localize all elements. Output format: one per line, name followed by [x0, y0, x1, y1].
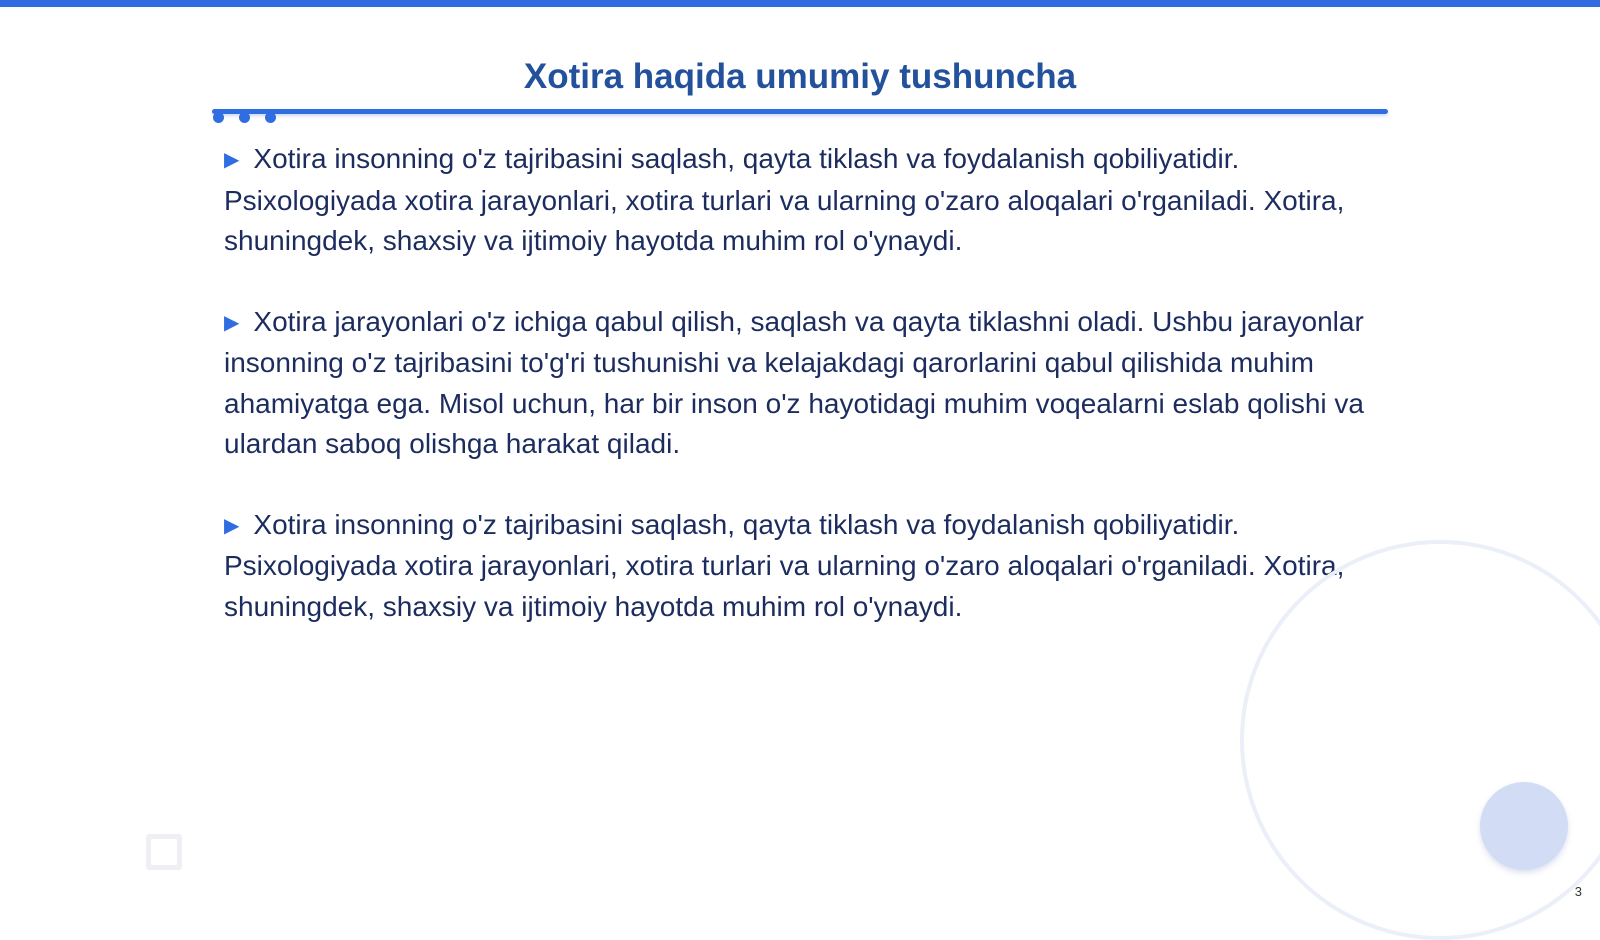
- bullet-paragraph-2: [224, 302, 1374, 465]
- triangle-right-icon: ▶: [224, 149, 240, 171]
- top-accent-bar: [0, 0, 1600, 7]
- triangle-right-icon: ▶: [224, 311, 240, 334]
- bullet-paragraph-3: [224, 505, 1374, 628]
- slide-body: [224, 139, 1374, 667]
- decorative-dot: [213, 112, 224, 123]
- bullet-paragraph-1: [224, 139, 1374, 262]
- paragraph-text: Xotira insonning o'z tajribasini saqlash, qayta tiklash va foydalanish qobiliyatidir. Psixologiyada xotira jarayonlari, xotira turlari va ularning o'zaro aloqalari o'rganiladi. Xotira, shuningdek, shaxsiy va ijtimoiy hayotda muhim rol o'ynaydi.: [224, 143, 1345, 256]
- decorative-dot: [239, 112, 250, 123]
- paragraph-text: Xotira insonning o'z tajribasini saqlash, qayta tiklash va foydalanish qobiliyatidir. Psixologiyada xotira jarayonlari, xotira turlari va ularning o'zaro aloqalari o'rganiladi. Xotira, shuningdek, shaxsiy va ijtimoiy hayotda muhim rol o'ynaydi.: [224, 508, 1345, 622]
- decorative-dot: [265, 112, 276, 123]
- triangle-right-icon: ▶: [224, 514, 240, 537]
- title-underline: [212, 109, 1388, 114]
- paragraph-text: Xotira jarayonlari o'z ichiga qabul qilish, saqlash va qayta tiklashni oladi. Ushbu jarayonlar insonning o'z tajribasini to'g'ri tushunishi va kelajakdagi qarorlarini qabul qilishida muhim ahamiyatga ega. Misol uchun, har bir inson o'z hayotidagi muhim voqealarni eslab qolishi va ulardan saboq olishga harakat qiladi.: [224, 305, 1364, 459]
- slide-title: Xotira haqida umumiy tushuncha: [523, 57, 1077, 96]
- decorative-circle: [1480, 782, 1568, 870]
- decorative-square: [146, 834, 182, 870]
- page-number: 3: [1574, 884, 1582, 899]
